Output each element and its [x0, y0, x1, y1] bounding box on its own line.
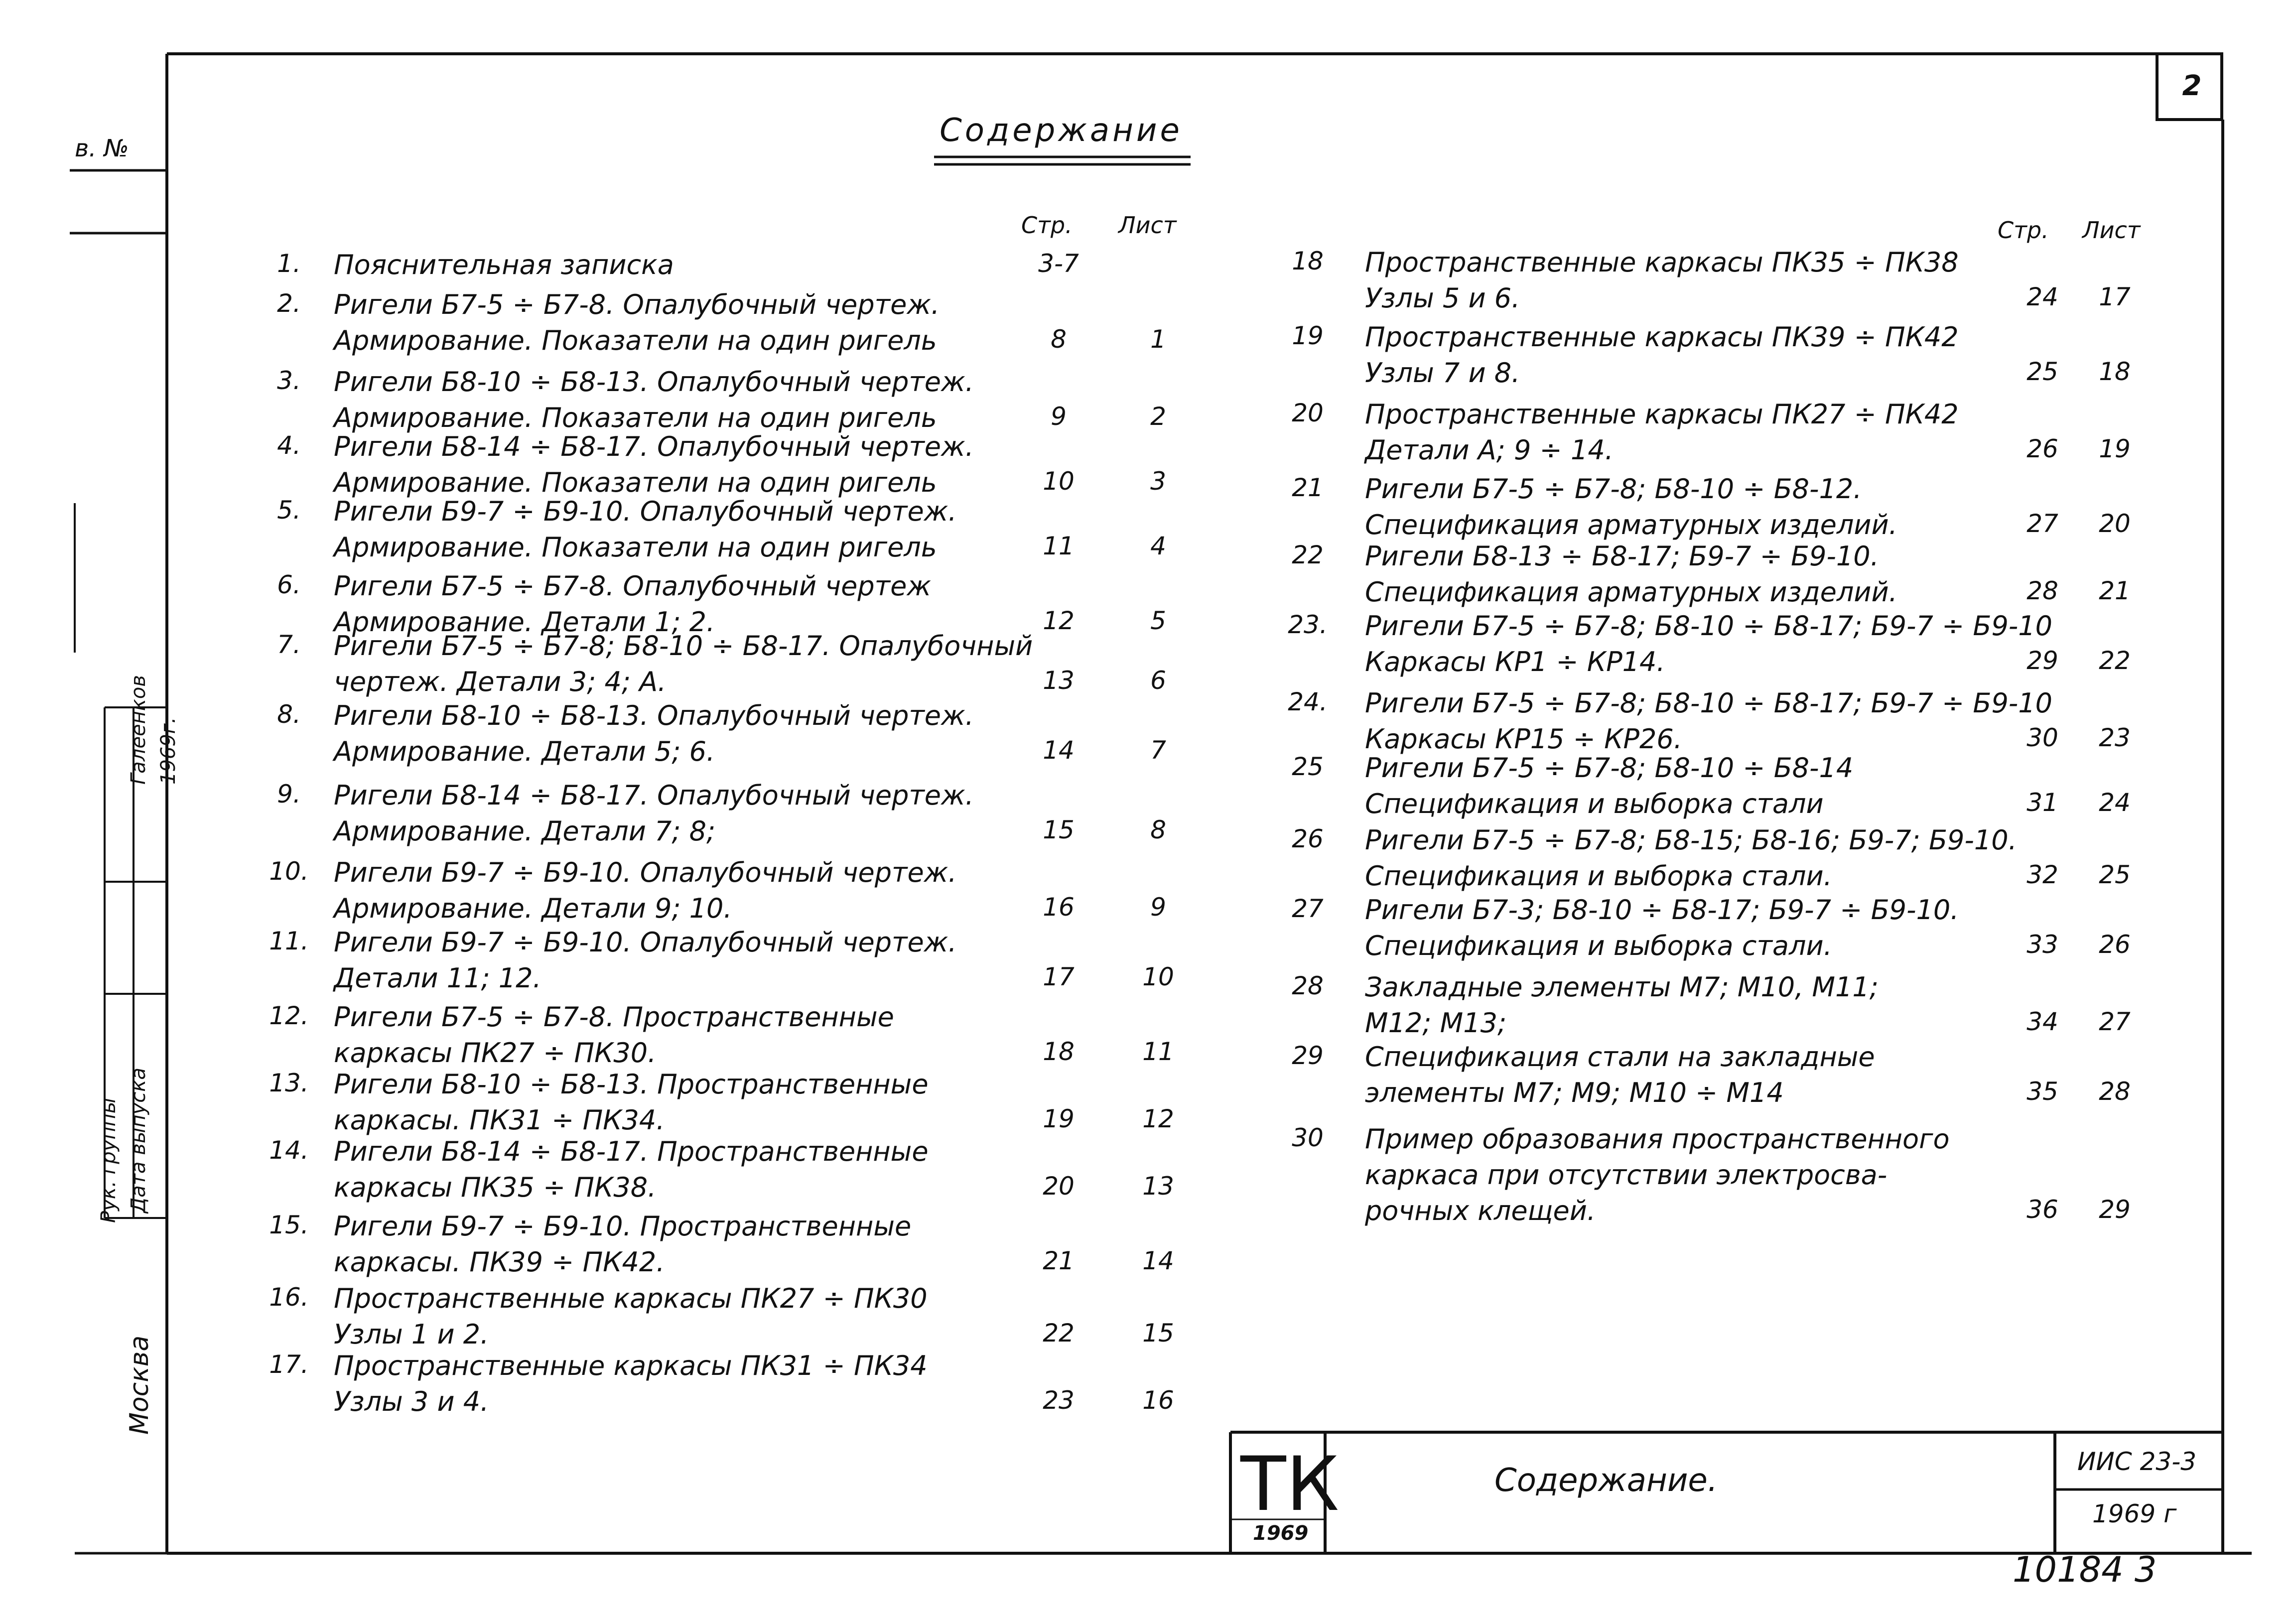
page-title: Содержание	[940, 112, 1183, 149]
entry-sheet: 19	[2099, 434, 2131, 463]
entry-title-line: каркасы. ПК39 ÷ ПК42.	[334, 1246, 665, 1278]
entry-number: 14.	[269, 1136, 309, 1165]
entry-number: 28	[1292, 971, 1324, 1000]
entry-title-line: элементы М7; М9; М10 ÷ М14	[1365, 1077, 1784, 1108]
entry-number: 5.	[277, 496, 301, 525]
entry-page: 11	[1043, 532, 1075, 560]
entry-sheet: 15	[1142, 1319, 1174, 1348]
entry-page: 20	[1043, 1172, 1075, 1201]
entry-sheet: 23	[2099, 723, 2131, 752]
entry-page: 23	[1043, 1386, 1075, 1415]
author-name: Галеенков	[127, 675, 150, 785]
entry-page: 29	[2026, 646, 2058, 675]
entry-page: 35	[2026, 1077, 2058, 1106]
entry-title-line: Ригели Б9-7 ÷ Б9-10. Опалубочный чертеж.	[334, 857, 957, 888]
entry-number: 26	[1292, 824, 1324, 853]
entry-number: 20	[1292, 399, 1324, 427]
entry-sheet: 4	[1150, 532, 1166, 560]
col-header-page-right: Стр.	[1998, 217, 2049, 244]
entry-title-line: каркасы ПК27 ÷ ПК30.	[334, 1037, 657, 1069]
entry-sheet: 16	[1142, 1386, 1174, 1415]
inventory-label: в. №	[75, 135, 129, 162]
entry-number: 16.	[269, 1283, 309, 1312]
entry-page: 10	[1043, 467, 1075, 496]
entry-title-line: Пространственные каркасы ПК31 ÷ ПК34	[334, 1350, 928, 1381]
entry-title-line: Спецификация и выборка стали.	[1365, 860, 1832, 892]
entry-sheet: 7	[1150, 736, 1166, 765]
entry-title-line: Ригели Б8-14 ÷ Б8-17. Опалубочный чертеж.	[334, 780, 974, 811]
title-block-name: Содержание.	[1494, 1462, 1718, 1499]
entry-number: 24.	[1288, 687, 1328, 716]
entry-title-line: Пространственные каркасы ПК27 ÷ ПК30	[334, 1283, 928, 1314]
entry-title-line: Спецификация арматурных изделий.	[1365, 576, 1897, 608]
entry-sheet: 25	[2099, 860, 2131, 889]
entry-sheet: 1	[1150, 325, 1166, 354]
entry-number: 15.	[269, 1211, 309, 1239]
entry-title-line: каркасы ПК35 ÷ ПК38.	[334, 1172, 657, 1203]
entry-title-line: чертеж. Детали 3; 4; А.	[334, 666, 667, 697]
entry-title-line: Ригели Б7-5 ÷ Б7-8. Опалубочный чертеж.	[334, 289, 940, 320]
entry-page: 16	[1043, 893, 1075, 922]
entry-page: 33	[2026, 930, 2058, 959]
date-label: Дата выпуска	[127, 1068, 150, 1213]
entry-page: 19	[1043, 1104, 1075, 1133]
entry-title-line: Ригели Б8-10 ÷ Б8-13. Опалубочный чертеж.	[334, 366, 974, 398]
entry-number: 30	[1292, 1123, 1324, 1152]
entry-sheet: 17	[2099, 282, 2131, 311]
entry-title-line: каркасы. ПК31 ÷ ПК34.	[334, 1104, 665, 1136]
entry-number: 12.	[269, 1001, 309, 1030]
entry-title-line: Каркасы КР1 ÷ КР14.	[1365, 646, 1665, 677]
entry-sheet: 26	[2099, 930, 2131, 959]
entry-page: 12	[1043, 606, 1075, 635]
entry-page: 9	[1051, 402, 1067, 431]
entry-sheet: 18	[2099, 357, 2131, 386]
entry-page: 25	[2026, 357, 2058, 386]
entry-page: 21	[1043, 1246, 1075, 1275]
entry-title-line: Армирование. Детали 7; 8;	[334, 815, 716, 847]
entry-sheet: 5	[1150, 606, 1166, 635]
entry-title-line: Ригели Б7-5 ÷ Б7-8; Б8-10 ÷ Б8-17. Опалубочный	[334, 630, 1033, 662]
entry-sheet: 22	[2099, 646, 2131, 675]
entry-sheet: 8	[1150, 815, 1166, 844]
entry-page: 22	[1043, 1319, 1075, 1348]
entry-sheet: 13	[1142, 1172, 1174, 1201]
entry-title-line: Пояснительная записка	[334, 249, 674, 280]
entry-page: 26	[2026, 434, 2058, 463]
entry-title-line: Узлы 7 и 8.	[1365, 357, 1520, 389]
entry-title-line: Ригели Б7-3; Б8-10 ÷ Б8-17; Б9-7 ÷ Б9-10.	[1365, 894, 1959, 926]
entry-title-line: Ригели Б9-7 ÷ Б9-10. Пространственные	[334, 1211, 912, 1242]
entry-page: 8	[1051, 325, 1067, 354]
entry-number: 21	[1292, 473, 1324, 502]
entry-number: 13.	[269, 1069, 309, 1097]
entry-page: 17	[1043, 962, 1075, 991]
col-header-sheet-left: Лист	[1118, 212, 1177, 239]
entry-title-line: каркаса при отсутствии электросва-	[1365, 1159, 1888, 1191]
entry-title-line: Узлы 5 и 6.	[1365, 282, 1520, 314]
entry-title-line: Пространственные каркасы ПК39 ÷ ПК42	[1365, 321, 1959, 353]
entry-sheet: 9	[1150, 893, 1166, 922]
entry-page: 15	[1043, 815, 1075, 844]
col-header-page-left: Стр.	[1021, 212, 1073, 239]
entry-sheet: 28	[2099, 1077, 2131, 1106]
entry-sheet: 21	[2099, 576, 2131, 605]
entry-title-line: Ригели Б8-14 ÷ Б8-17. Пространственные	[334, 1136, 929, 1167]
entry-number: 3.	[277, 366, 301, 395]
entry-sheet: 20	[2099, 509, 2131, 538]
entry-page: 34	[2026, 1007, 2058, 1036]
entry-title-line: Пространственные каркасы ПК27 ÷ ПК42	[1365, 399, 1959, 430]
entry-sheet: 24	[2099, 788, 2131, 817]
entry-sheet: 12	[1142, 1104, 1174, 1133]
release-year: 1969г.	[157, 717, 180, 785]
entry-page: 24	[2026, 282, 2058, 311]
entry-title-line: Ригели Б7-5 ÷ Б7-8. Опалубочный чертеж	[334, 570, 931, 602]
series-code: ИИС 23-3	[2077, 1447, 2197, 1476]
entry-title-line: Пример образования пространственного	[1365, 1123, 1950, 1155]
leader-label: Рук. группы	[97, 1097, 120, 1223]
entry-page: 14	[1043, 736, 1075, 765]
entry-title-line: Спецификация и выборка стали.	[1365, 930, 1832, 961]
entry-page: 31	[2026, 788, 2058, 817]
entry-number: 11.	[269, 927, 309, 955]
entry-title-line: Армирование. Показатели на один ригель	[334, 402, 937, 433]
entry-title-line: Детали 11; 12.	[334, 962, 541, 994]
entry-sheet: 10	[1142, 962, 1174, 991]
entry-title-line: Детали А; 9 ÷ 14.	[1365, 434, 1614, 466]
entry-title-line: Спецификация стали на закладные	[1365, 1041, 1875, 1073]
entry-number: 17.	[269, 1350, 309, 1379]
entry-title-line: Ригели Б7-5 ÷ Б7-8; Б8-15; Б8-16; Б9-7; Б9-10.	[1365, 824, 2017, 856]
entry-page: 27	[2026, 509, 2058, 538]
entry-number: 27	[1292, 894, 1324, 923]
sheet-number: 2	[2182, 70, 2202, 102]
entry-title-line: Ригели Б8-14 ÷ Б8-17. Опалубочный чертеж.	[334, 431, 974, 462]
entry-number: 29	[1292, 1041, 1324, 1070]
entry-number: 25	[1292, 752, 1324, 781]
entry-number: 19	[1292, 321, 1324, 350]
entry-title-line: Узлы 3 и 4.	[334, 1386, 489, 1417]
entry-sheet: 11	[1142, 1037, 1174, 1066]
entry-sheet: 27	[2099, 1007, 2131, 1036]
entry-title-line: Спецификация и выборка стали	[1365, 788, 1824, 819]
org-mark: ТК	[1240, 1441, 1340, 1528]
entry-sheet: 14	[1142, 1246, 1174, 1275]
entry-title-line: Армирование. Детали 5; 6.	[334, 736, 715, 767]
entry-title-line: Армирование. Показатели на один ригель	[334, 325, 937, 356]
entry-sheet: 6	[1150, 666, 1166, 695]
entry-page: 36	[2026, 1195, 2058, 1224]
org-year: 1969	[1253, 1522, 1309, 1545]
entry-sheet: 29	[2099, 1195, 2131, 1224]
entry-title-line: Армирование. Показатели на один ригель	[334, 467, 937, 498]
entry-title-line: Армирование. Детали 1; 2.	[334, 606, 715, 638]
entry-page: 28	[2026, 576, 2058, 605]
entry-title-line: Узлы 1 и 2.	[334, 1319, 489, 1350]
entry-page: 13	[1043, 666, 1075, 695]
entry-page: 30	[2026, 723, 2058, 752]
entry-page: 18	[1043, 1037, 1075, 1066]
entry-number: 22	[1292, 540, 1324, 569]
entry-title-line: Ригели Б9-7 ÷ Б9-10. Опалубочный чертеж.	[334, 496, 957, 527]
entry-title-line: М12; М13;	[1365, 1007, 1507, 1039]
entry-title-line: Ригели Б7-5 ÷ Б7-8; Б8-10 ÷ Б8-17; Б9-7 ÷ Б9-10	[1365, 610, 2053, 642]
entry-title-line: Ригели Б7-5 ÷ Б7-8. Пространственные	[334, 1001, 894, 1033]
entry-number: 7.	[277, 630, 301, 659]
entry-title-line: Ригели Б7-5 ÷ Б7-8; Б8-10 ÷ Б8-17; Б9-7 ÷ Б9-10	[1365, 687, 2053, 719]
entry-title-line: Закладные элементы М7; М10, М11;	[1365, 971, 1879, 1003]
entry-title-line: Армирование. Детали 9; 10.	[334, 893, 732, 924]
entry-title-line: Каркасы КР15 ÷ КР26.	[1365, 723, 1682, 755]
entry-sheet: 2	[1150, 402, 1166, 431]
entry-title-line: Ригели Б9-7 ÷ Б9-10. Опалубочный чертеж.	[334, 927, 957, 958]
title-block-year: 1969 г	[2092, 1499, 2177, 1528]
entry-sheet: 3	[1150, 467, 1166, 496]
entry-number: 18	[1292, 247, 1324, 275]
entry-title-line: Ригели Б8-10 ÷ Б8-13. Опалубочный чертеж.	[334, 700, 974, 731]
entry-title-line: Пространственные каркасы ПК35 ÷ ПК38	[1365, 247, 1959, 278]
entry-title-line: Армирование. Показатели на один ригель	[334, 532, 937, 563]
entry-title-line: Ригели Б8-13 ÷ Б8-17; Б9-7 ÷ Б9-10.	[1365, 540, 1879, 572]
entry-number: 4.	[277, 431, 301, 460]
entry-number: 8.	[277, 700, 301, 729]
city-label: Москва	[125, 1335, 154, 1435]
entry-number: 23.	[1288, 610, 1328, 639]
entry-title-line: Ригели Б7-5 ÷ Б7-8; Б8-10 ÷ Б8-12.	[1365, 473, 1862, 505]
entry-number: 1.	[277, 249, 301, 278]
entry-title-line: рочных клещей.	[1365, 1195, 1596, 1226]
entry-title-line: Спецификация арматурных изделий.	[1365, 509, 1897, 540]
entry-page: 3-7	[1038, 249, 1079, 278]
entry-title-line: Ригели Б8-10 ÷ Б8-13. Пространственные	[334, 1069, 929, 1100]
entry-title-line: Ригели Б7-5 ÷ Б7-8; Б8-10 ÷ Б8-14	[1365, 752, 1854, 784]
archive-stamp-number: 10184 3	[2013, 1549, 2157, 1590]
entry-number: 9.	[277, 780, 301, 809]
entry-number: 6.	[277, 570, 301, 599]
entry-number: 2.	[277, 289, 301, 318]
entry-number: 10.	[269, 857, 309, 886]
col-header-sheet-right: Лист	[2082, 217, 2141, 244]
entry-page: 32	[2026, 860, 2058, 889]
